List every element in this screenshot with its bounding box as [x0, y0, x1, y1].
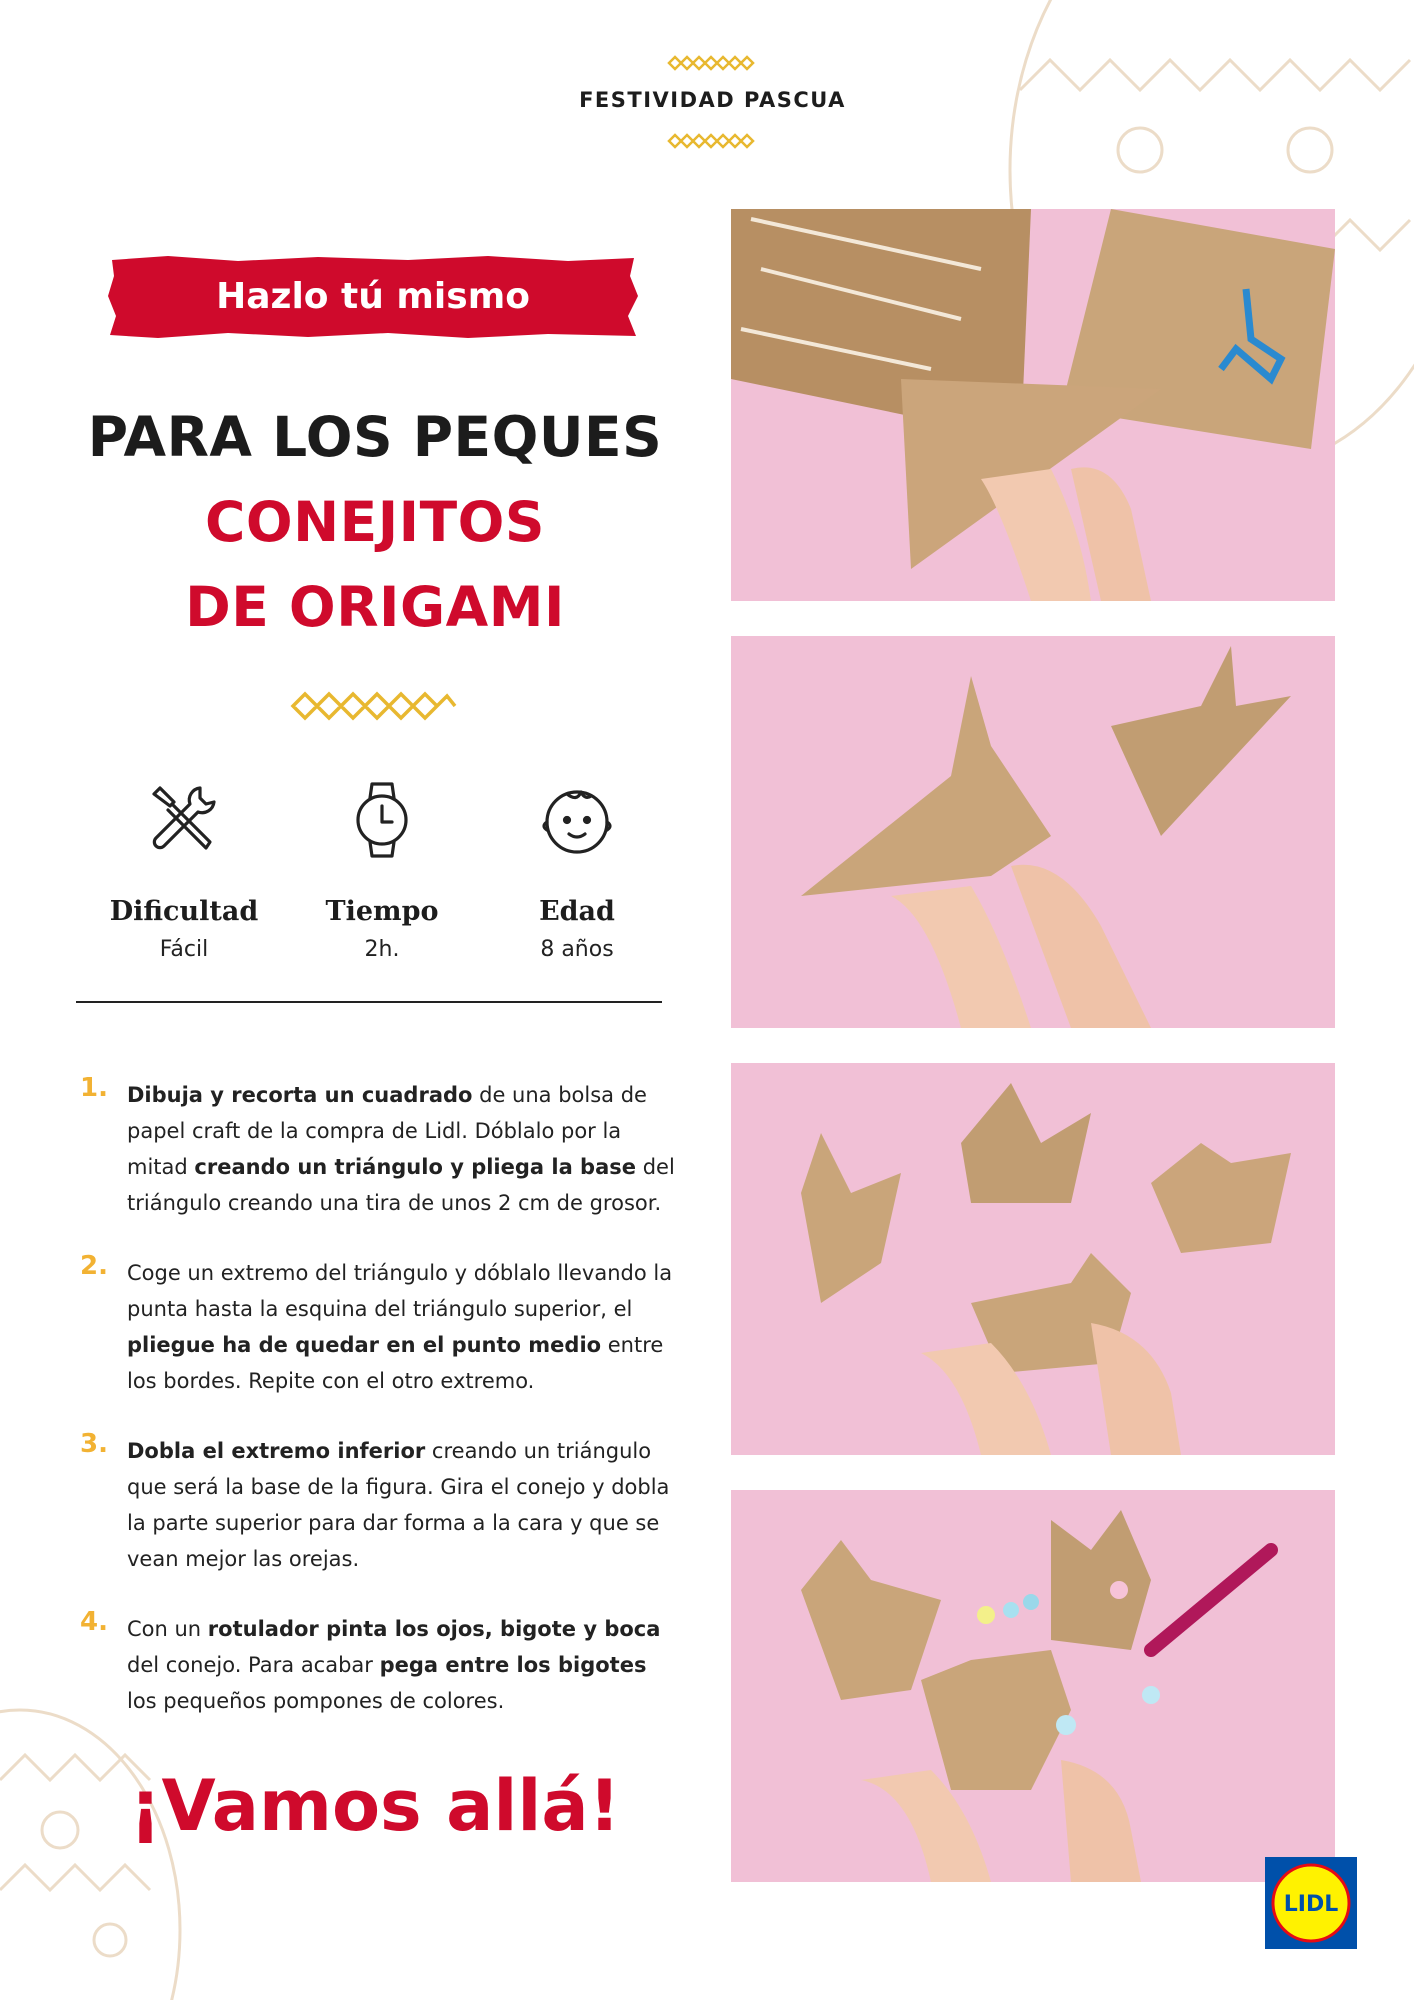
stat-difficulty-value: Fácil [159, 937, 209, 962]
step-number: 4. [80, 1607, 108, 1637]
step-text [127, 1433, 680, 1577]
call-to-action: ¡Vamos allá! [129, 1765, 621, 1847]
title-line-3: DE ORIGAMI [185, 575, 565, 639]
step-text-segment: Coge un extremo del triángulo y dóblalo llevando la punta hasta la esquina del triángulo superior, el [127, 1261, 673, 1321]
photo-step-1 [731, 209, 1335, 601]
step-text-bold: Dibuja y recorta un cuadrado [127, 1083, 473, 1107]
zigzag-ornament-title [290, 690, 458, 722]
zigzag-ornament-top [667, 55, 759, 71]
instruction-step [80, 1429, 680, 1577]
step-text-segment: creando un triángulo que será la base de la figura. Gira el conejo y dobla la parte superior para dar forma a la cara y que se vean mejor las orejas. [127, 1439, 670, 1571]
step-text-bold: creando un triángulo y pliega la base [194, 1155, 637, 1179]
stat-age-label: Edad [539, 896, 615, 927]
stat-age-value: 8 años [540, 937, 614, 962]
step-text-bold: rotulador pinta los ojos, bigote y boca [207, 1617, 661, 1641]
step-text-bold: pliegue ha de quedar en el punto medio [127, 1333, 602, 1357]
step-number: 3. [80, 1429, 108, 1459]
step-text-segment: del conejo. Para acabar [127, 1653, 380, 1677]
step-text [127, 1255, 680, 1399]
lidl-logo [1265, 1857, 1357, 1949]
stat-time [272, 780, 492, 962]
instruction-step [80, 1251, 680, 1399]
step-text-bold: Dobla el extremo inferior [127, 1439, 426, 1463]
zigzag-ornament-top-lower [667, 133, 759, 149]
step-text-segment: Con un [127, 1617, 208, 1641]
stat-time-value: 2h. [364, 937, 400, 962]
step-number: 1. [80, 1073, 108, 1103]
title-line-1: PARA LOS PEQUES [87, 405, 663, 469]
photo-step-4 [731, 1490, 1335, 1882]
step-number: 2. [80, 1251, 108, 1281]
tools-icon [144, 780, 224, 860]
watch-icon [342, 780, 422, 860]
stat-difficulty [74, 780, 294, 962]
photo-step-3 [731, 1063, 1335, 1455]
step-text-segment: entre los bordes. Repite con el otro extremo. [127, 1333, 664, 1393]
step-text-segment: de una bolsa de papel craft de la compra de Lidl. Dóblalo por la mitad [127, 1083, 647, 1179]
stat-time-label: Tiempo [325, 896, 439, 927]
stat-difficulty-label: Dificultad [109, 896, 259, 927]
step-text-segment: del triángulo creando una tira de unos 2 cm de grosor. [127, 1155, 675, 1215]
photo-step-2 [731, 636, 1335, 1028]
stat-age [467, 780, 687, 962]
step-text-segment: los pequeños pompones de colores. [127, 1689, 505, 1713]
section-label: FESTIVIDAD PASCUA [579, 88, 846, 112]
baby-face-icon [537, 780, 617, 860]
instruction-step [80, 1607, 680, 1719]
step-text [127, 1611, 680, 1719]
title-line-2: CONEJITOS [204, 490, 546, 554]
lidl-logo-text: LIDL [1283, 1892, 1339, 1917]
banner-text: Hazlo tú mismo [216, 276, 530, 317]
step-text [127, 1077, 680, 1221]
step-text-bold: pega entre los bigotes [379, 1653, 647, 1677]
section-divider [76, 1001, 662, 1003]
instruction-step [80, 1073, 680, 1221]
